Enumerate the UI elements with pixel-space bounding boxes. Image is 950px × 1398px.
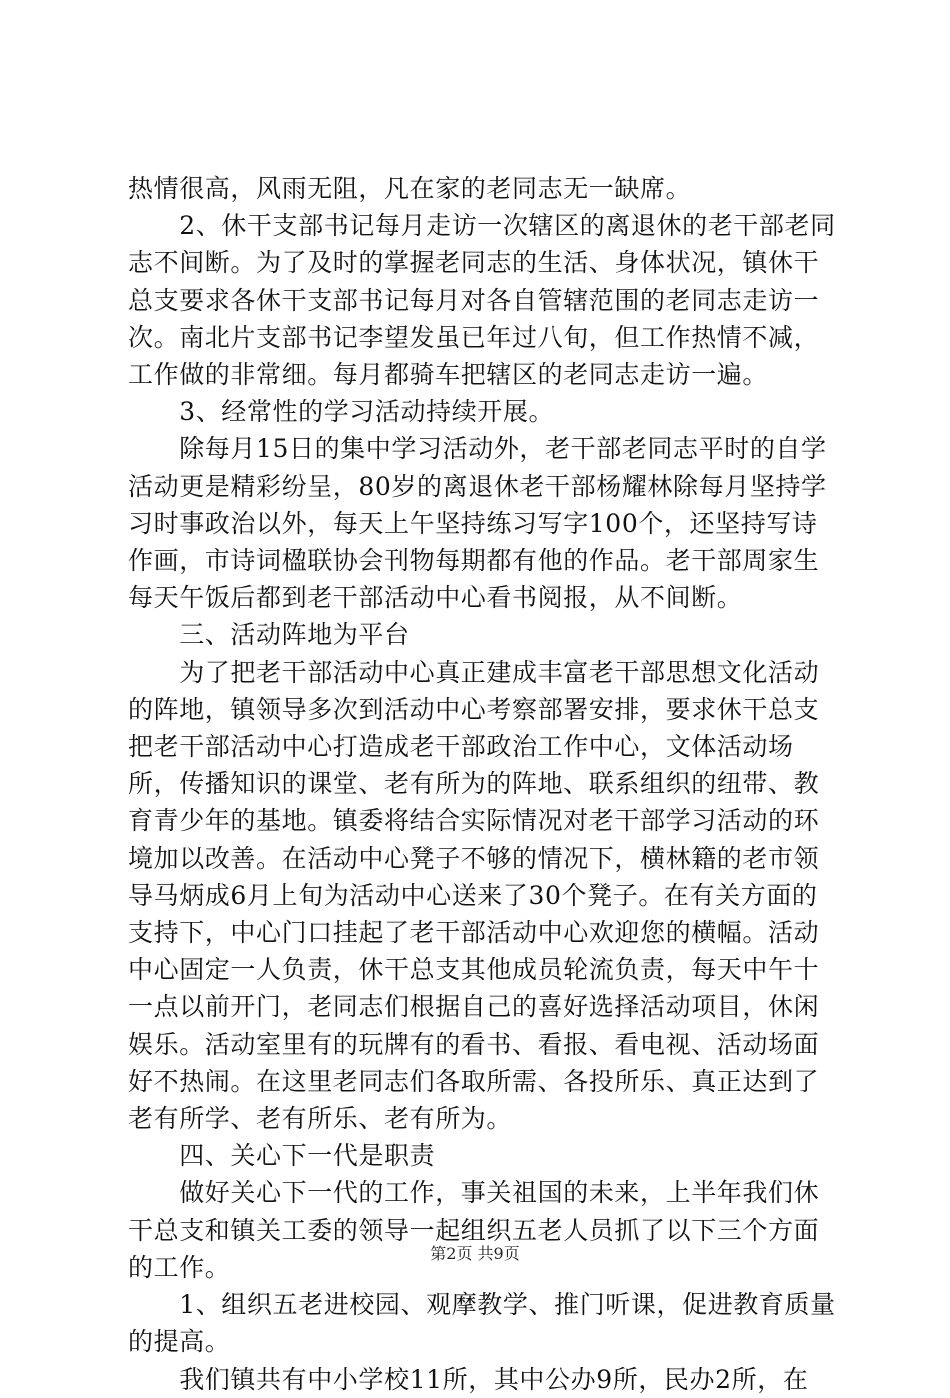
page-number-footer: 第2页 共9页 — [430, 1244, 520, 1263]
paragraph-item-2-visits: 2、休干支部书记每月走访一次辖区的离退休的老干部老同志不间断。为了及时的掌握老同志的生活、身体状况，镇休干总支要求各休干支部书记每月对各自管辖范围的老同志走访一次。南北片支部书记李望发虽已年过八旬，但工作热情不减，工作做的非常细。每月都骑车把辖区的老同志走访一遍。 — [128, 211, 836, 390]
paragraph-next-generation: 做好关心下一代的工作，事关祖国的未来，上半年我们休干总支和镇关工委的领导一起组织五老人员抓了以下三个方面的工作。 — [128, 1178, 820, 1282]
paragraph-continuation: 热情很高，风雨无阻，凡在家的老同志无一缺席。 — [128, 174, 692, 203]
paragraph-study-activities: 除每月15日的集中学习活动外，老干部老同志平时的自学活动更是精彩纷呈，80岁的离退休老干部杨耀林除每月坚持学习时事政治以外，每天上午坚持练习写字100个，还坚持写诗作画，市诗词楹联协会刊物每期都有他的作品。老干部周家生每天午饭后都到老干部活动中心看书阅报，从不间断。 — [128, 434, 827, 613]
paragraph-activity-center: 为了把老干部活动中心真正建成丰富老干部思想文化活动的阵地，镇领导多次到活动中心考察部署安排，要求休干总支把老干部活动中心打造成老干部政治工作中心，文体活动场所，传播知识的课堂、老有所为的阵地、联系组织的纽带、教育青少年的基地。镇委将结合实际情况对老干部学习活动的环境加以改善。在活动中心凳子不够的情况下，横林籍的老市领导马炳成6月上旬为活动中心送来了30个凳子。在有关方面的支持下，中心门口挂起了老干部活动中心欢迎您的横幅。活动中心固定一人负责，休干总支其他成员轮流负责，每天中午十一点以前开门，老同志们根据自己的喜好选择活动项目，休闲娱乐。活动室里有的玩牌有的看书、看报、看电视、活动场面好不热闹。在这里老同志们各取所需、各投所乐、真正达到了老有所学、老有所乐、老有所为。 — [128, 657, 820, 1134]
paragraph-item-3-heading: 3、经常性的学习活动持续开展。 — [128, 397, 555, 427]
document-body — [128, 170, 838, 1398]
section-heading-4: 四、关心下一代是职责 — [128, 1141, 436, 1171]
section-heading-3: 三、活动阵地为平台 — [128, 620, 410, 650]
paragraph-schools-count: 我们镇共有中小学校11所，其中公办9所，民办2所，在 — [128, 1364, 809, 1394]
paragraph-item-1-school: 1、组织五老进校园、观摩教学、推门听课，促进教育质量的提高。 — [128, 1290, 836, 1357]
